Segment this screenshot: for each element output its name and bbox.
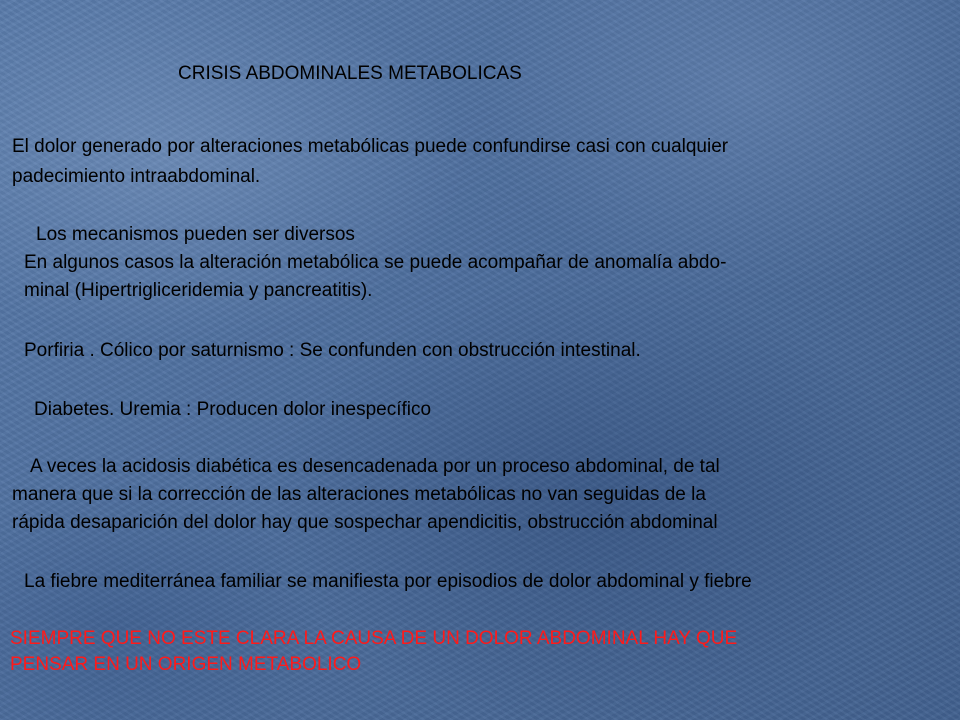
intro-line-1: El dolor generado por alteraciones metabólicas puede confundirse casi con cualquier <box>12 136 729 157</box>
intro-line-2: padecimiento intraabdominal. <box>12 166 261 187</box>
mediterranean-fever-line: La fiebre mediterránea familiar se manifiesta por episodios de dolor abdominal y fiebre <box>24 571 752 592</box>
porphyria-line: Porfiria . Cólico por saturnismo : Se confunden con obstrucción intestinal. <box>24 340 641 361</box>
diabetes-line: Diabetes. Uremia : Producen dolor inespecífico <box>34 399 432 420</box>
mechanisms-detail-line-2: minal (Hipertrigliceridemia y pancreatitis). <box>24 280 373 301</box>
mechanisms-heading: Los mecanismos pueden ser diversos <box>36 224 355 245</box>
acidosis-line-1: A veces la acidosis diabética es desencadenada por un proceso abdominal, de tal <box>30 456 720 477</box>
acidosis-line-3: rápida desaparición del dolor hay que sospechar apendicitis, obstrucción abdominal <box>12 512 718 533</box>
mechanisms-detail-line-1: En algunos casos la alteración metabólica se puede acompañar de anomalía abdo- <box>24 252 727 273</box>
slide-title: CRISIS ABDOMINALES METABOLICAS <box>178 63 522 84</box>
warning-line-2: PENSAR EN UN ORIGEN METABOLICO <box>10 654 362 675</box>
acidosis-line-2: manera que si la corrección de las alteraciones metabólicas no van seguidas de la <box>12 484 706 505</box>
warning-line-1: SIEMPRE QUE NO ESTE CLARA LA CAUSA DE UN DOLOR ABDOMINAL HAY QUE <box>10 628 738 649</box>
